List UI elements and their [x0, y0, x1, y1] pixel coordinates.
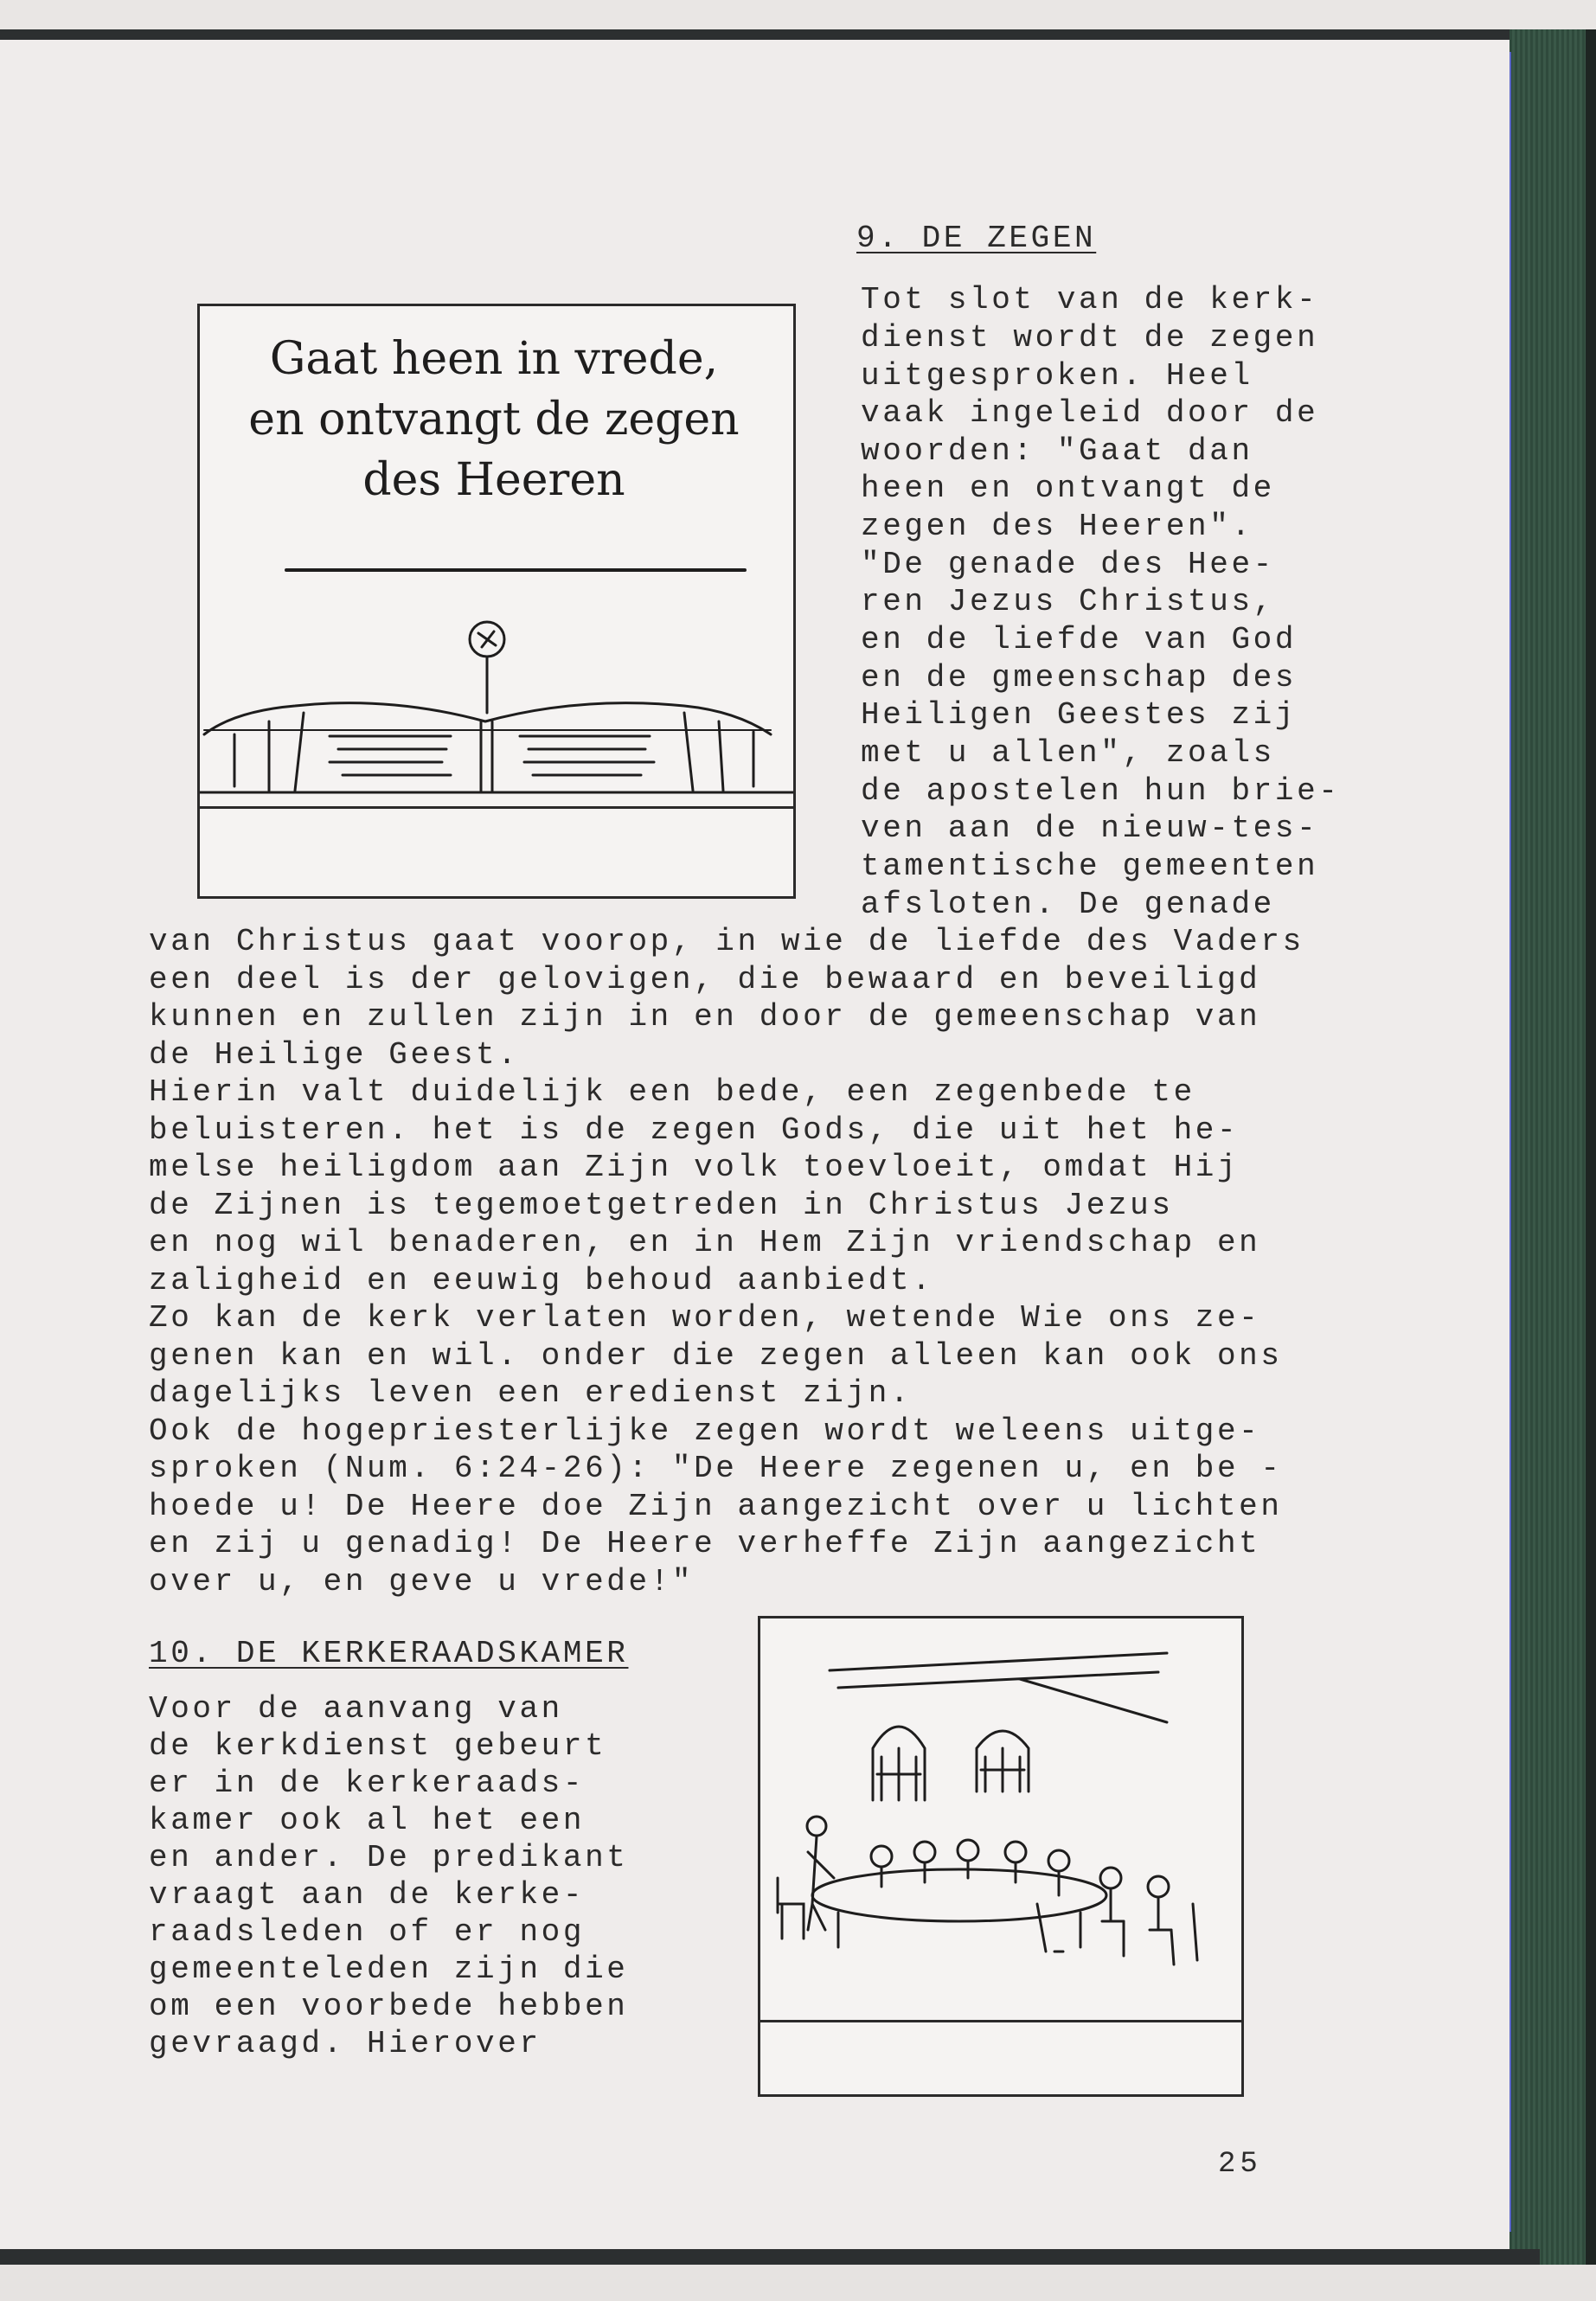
section-9-heading: 9. DE ZEGEN: [856, 221, 1097, 256]
section-9-line: zegen des Heeren".: [861, 509, 1253, 544]
section-9-line: Ook de hogepriesterlijke zegen wordt weleens uitge-: [149, 1413, 1261, 1449]
section-9-line: kunnen en zullen zijn in en door de gemeenschap van: [149, 999, 1261, 1035]
section-9-line: genen kan en wil. onder die zegen alleen kan ook ons: [149, 1338, 1283, 1374]
illustration-ground-line: [760, 2020, 1241, 2022]
blessing-text-line-3: des Heeren: [362, 454, 625, 506]
section-10-line: Voor de aanvang van: [149, 1691, 563, 1727]
section-9-line: hoede u! De Heere doe Zijn aangezicht over u lichten: [149, 1489, 1283, 1524]
book-page: [0, 40, 1509, 2249]
section-9-line: Tot slot van de kerk-: [861, 282, 1319, 317]
illustration-ground-line: [200, 806, 793, 809]
section-9-line: en nog wil benaderen, en in Hem Zijn vriendschap en: [149, 1225, 1261, 1260]
page-number: 25: [1218, 2148, 1262, 2181]
section-10-line: gemeenteleden zijn die: [149, 1952, 629, 1987]
section-10-line: kamer ook al het een: [149, 1803, 586, 1838]
section-9-line: en de liefde van God: [861, 622, 1298, 657]
scan-top-margin: [0, 0, 1596, 29]
section-9-line: sproken (Num. 6:24-26): "De Heere zegenen u, en be -: [149, 1451, 1283, 1486]
section-9-line: en de gmeenschap des: [861, 660, 1298, 695]
book-cover-spine: [1509, 29, 1596, 2265]
section-9-line: tamentische gemeenten: [861, 849, 1319, 884]
book-bottom-edge: [0, 2249, 1540, 2265]
section-10-line: vraagt aan de kerke-: [149, 1877, 586, 1913]
section-9-line: dagelijks leven een eredienst zijn.: [149, 1375, 913, 1411]
section-9-line: woorden: "Gaat dan: [861, 433, 1253, 469]
consistory-room-illustration: [758, 1616, 1244, 2097]
section-9-line: zaligheid en eeuwig behoud aanbiedt.: [149, 1263, 934, 1298]
section-10-heading: 10. DE KERKERAADSKAMER: [149, 1636, 629, 1671]
section-9-line: de Zijnen is tegemoetgetreden in Christus Jezus: [149, 1188, 1174, 1223]
section-9-line: van Christus gaat voorop, in wie de liefde des Vaders: [149, 924, 1304, 959]
section-10-line: gevraagd. Hierover: [149, 2026, 542, 2061]
section-9-line: ren Jezus Christus,: [861, 584, 1275, 619]
section-10-line: om een voorbede hebben: [149, 1989, 629, 2024]
section-10-line: raadsleden of er nog: [149, 1914, 586, 1950]
section-9-line: Hierin valt duidelijk een bede, een zegenbede te: [149, 1074, 1195, 1110]
section-9-line: en zij u genadig! De Heere verheffe Zijn aangezicht: [149, 1526, 1261, 1561]
blessing-illustration: [197, 304, 796, 899]
scan-bottom-margin: [0, 2265, 1596, 2301]
blessing-text-line-1: Gaat heen in vrede,: [269, 333, 719, 385]
section-9-line: ven aan de nieuw-tes-: [861, 811, 1319, 846]
section-9-line: "De genade des Hee-: [861, 547, 1275, 582]
section-9-line: uitgesproken. Heel: [861, 358, 1253, 394]
section-9-line: melse heiligdom aan Zijn volk toevloeit, omdat Hij: [149, 1150, 1240, 1185]
consistory-meeting-drawing: [760, 1618, 1241, 2094]
section-9-line: over u, en geve u vrede!": [149, 1564, 695, 1599]
section-9-line: vaak ingeleid door de: [861, 395, 1319, 431]
section-9-line: de apostelen hun brie-: [861, 773, 1341, 809]
blessing-text-line-2: en ontvangt de zegen: [248, 394, 740, 445]
section-9-line: dienst wordt de zegen: [861, 320, 1319, 356]
section-9-line: Zo kan de kerk verlaten worden, wetende Wie ons ze-: [149, 1300, 1261, 1336]
book-top-edge: [0, 29, 1540, 40]
section-10-line: en ander. De predikant: [149, 1840, 629, 1875]
section-9-line: afsloten. De genade: [861, 887, 1275, 922]
section-10-line: er in de kerkeraads-: [149, 1766, 586, 1801]
section-9-line: Heiligen Geestes zij: [861, 697, 1298, 733]
section-9-line: met u allen", zoals: [861, 735, 1275, 771]
section-9-line: heen en ontvangt de: [861, 471, 1275, 506]
section-9-line: beluisteren. het is de zegen Gods, die uit het he-: [149, 1112, 1240, 1148]
section-9-line: de Heilige Geest.: [149, 1037, 520, 1073]
section-10-line: de kerkdienst gebeurt: [149, 1728, 607, 1764]
section-9-line: een deel is der gelovigen, die bewaard en beveiligd: [149, 962, 1261, 997]
